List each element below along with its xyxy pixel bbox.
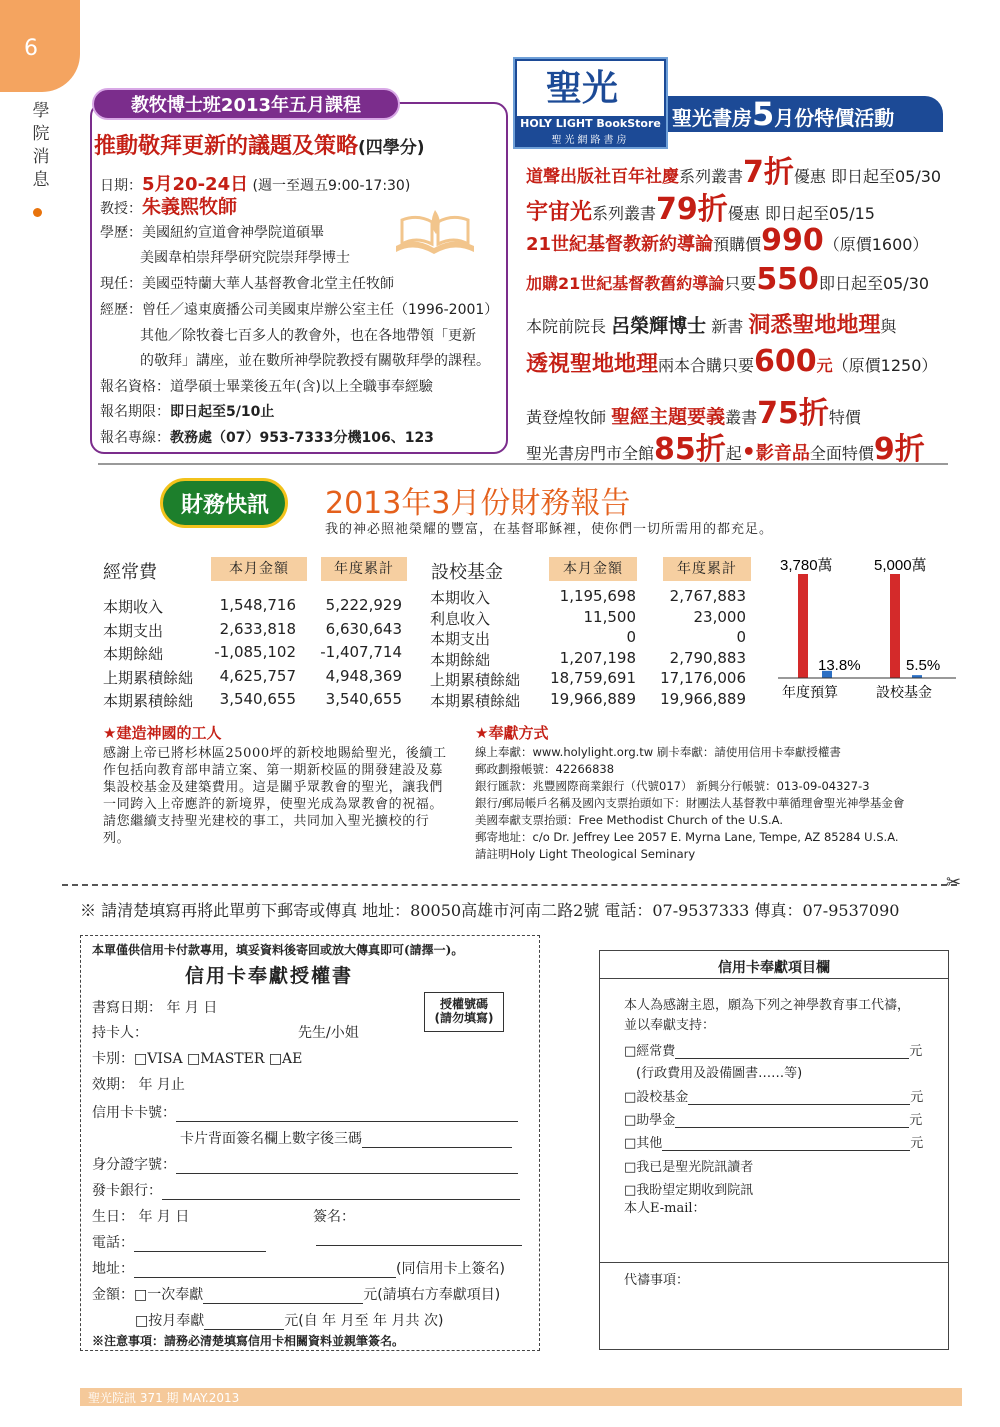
finance-verse: 我的神必照祂榮耀的豐富，在基督耶穌裡，使你們一切所需用的都充足。: [325, 522, 774, 537]
cur-value: 美國亞特蘭大華人基督教會北堂主任牧師: [142, 276, 394, 292]
finance.fund-row-label: 本期收入: [430, 589, 491, 607]
finance.op-row-month: 1,548,716: [219, 596, 296, 614]
op-field[interactable]: [675, 1045, 909, 1059]
promo-line-5: [526, 308, 896, 339]
item-aid[interactable]: [624, 1109, 922, 1128]
prof-label: 教授：: [100, 201, 142, 217]
monthly-label: □按月奉獻: [135, 1313, 205, 1329]
l8b: 85折: [654, 432, 726, 467]
tel-field[interactable]: [134, 1238, 266, 1252]
finance-badge-text: 財務快訊: [180, 493, 269, 518]
aid-field[interactable]: [675, 1114, 909, 1128]
giving-line-3: 銀行匯款：兆豐國際商業銀行（代號017） 新興分行帳號：013-09-04327-3: [475, 779, 870, 793]
amount-label: 金額：□一次奉獻: [92, 1287, 204, 1303]
promo-line-3: [526, 223, 928, 258]
giving-line-5: 美國奉獻支票抬頭：Free Methodist Church of the U.S.A.: [475, 813, 784, 827]
finance.op-row-month: -1,085,102: [214, 643, 296, 661]
l1b: 系列叢書: [679, 167, 744, 186]
l8f: 全面特價: [809, 444, 874, 463]
cut-line: [62, 884, 957, 886]
edu-1: 美國紐約宣道會神學院道碩畢: [142, 225, 324, 241]
achieved-label-1: 5.5%: [906, 657, 941, 674]
cvv-label: 卡片背面簽名欄上數字後三碼: [180, 1131, 362, 1147]
item-operating-note: (行政費用及設備圖書……等): [636, 1066, 803, 1081]
addr-field[interactable]: [134, 1264, 396, 1278]
finance.fund-row-year: 17,176,006: [660, 669, 746, 687]
form-note: 本單僅供信用卡付款專用，填妥資料後寄回或放大傳真即可(請擇一)。: [92, 943, 464, 957]
l2a: 宇宙光: [526, 200, 593, 225]
id-label: 身分證字號：: [92, 1157, 176, 1173]
finance.fund-row-year: 19,966,889: [660, 689, 746, 708]
aid-label: □助學金: [624, 1113, 676, 1128]
course-phone: [100, 427, 434, 447]
card-no-field[interactable]: [176, 1108, 518, 1122]
form-holder-suffix: 先生/小姐: [298, 1025, 359, 1041]
auth-number-box: 授權號碼 (請勿填寫): [424, 992, 504, 1032]
giving-line-6: 郵寄地址：c/o Dr. Jeffrey Lee 2057 E. Myrna Lane, Tempe, AZ 85284 U.S.A.: [475, 830, 899, 844]
l4e: 即日起至05/30: [818, 274, 930, 293]
giving-line-2: 郵政劃撥帳號：42266838: [475, 762, 615, 776]
promo-line-8: [526, 424, 925, 468]
bookstore-logo-word: 聖光: [546, 68, 619, 109]
finance.fund-row-month: 19,966,889: [550, 689, 636, 708]
items-title-divider: [600, 978, 948, 979]
bank-field[interactable]: [162, 1186, 520, 1200]
item-operating[interactable]: [624, 1040, 922, 1059]
target-label-0: 3,780萬: [780, 557, 833, 574]
fund-yuan: 元: [910, 1090, 924, 1105]
form-tel[interactable]: [92, 1232, 266, 1252]
bookstore-logo-cn: 聖光網路書房: [551, 135, 630, 146]
l5b: 呂榮輝博士: [611, 315, 707, 337]
l6a: 透視聖地地理: [526, 352, 659, 377]
course-exp-2: 其他／除牧養七百多人的教會外，也在各地帶領「更新: [140, 328, 476, 344]
l6b: 兩本合購只要: [658, 356, 755, 375]
l8e: 影音品: [755, 443, 810, 464]
other-yuan: 元: [910, 1136, 924, 1151]
mail-note: ※ 請清楚填寫再將此單剪下郵寄或傳真 地址：80050高雄市河南二路2號 電話：07-9537333 傳真：07-9537090: [80, 901, 900, 920]
form-card-no[interactable]: [92, 1102, 518, 1122]
item-reader[interactable]: □我已是聖光院訊讀者: [624, 1160, 754, 1175]
course-title: [94, 129, 425, 160]
fund-col-year: 年度累計: [663, 557, 751, 581]
finance.fund-row-year: 0: [736, 628, 746, 646]
builders-text: 感謝上帝已將杉林區25000坪的新校地賜給聖光，後續工作包括向教育部申請立案、第一期新校區的開發建設及募集設校基金及建築費用。這是關乎眾教會的聖光，讓我們一同跨入上帝應許的新境界，使聖光成為眾教會的祝福。請您繼續支持聖光建校的事工，共同加入聖光擴校的行列。: [103, 746, 447, 846]
target-bar-1: [890, 574, 900, 678]
target-label-1: 5,000萬: [874, 557, 927, 574]
finance.fund-row-label: 本期累積餘絀: [430, 691, 521, 710]
form-sign: 簽名：: [313, 1209, 355, 1225]
addr-label: 地址：: [92, 1261, 134, 1277]
l1c: 7折: [743, 155, 794, 190]
finance.fund-row-label: 利息收入: [430, 609, 491, 628]
l5d: 洞悉聖地地理: [748, 313, 881, 338]
card-no-label: 信用卡卡號：: [92, 1105, 176, 1121]
finance.op-row-year: 6,630,643: [325, 619, 402, 638]
finance.op-row-year: 3,540,655: [325, 690, 402, 708]
bullet-dot: [33, 208, 42, 217]
finance.op-row-label: 本期累積餘絀: [103, 692, 194, 710]
form-birth[interactable]: 生日： 年 月 日: [92, 1209, 190, 1225]
amount-suffix: 元(請填右方奉獻項目): [363, 1287, 501, 1303]
deadline-label: 報名期限：: [100, 404, 170, 420]
phone-value: 教務處（07）953-7333分機106、123: [170, 430, 434, 446]
monthly-field[interactable]: [204, 1316, 284, 1330]
course-exp: [100, 299, 498, 319]
date-note: (週一至週五9:00-17:30): [252, 178, 411, 194]
course-current: [100, 273, 394, 293]
form-card-type[interactable]: 卡別：□VISA □MASTER □AE: [92, 1051, 303, 1067]
items-intro-2: 並以奉獻支持：: [624, 1018, 716, 1033]
category-label-0: 年度預算: [782, 685, 838, 701]
bs-header-a: 聖光書房: [672, 106, 752, 130]
l8d: •: [741, 440, 756, 465]
l2b: 系列叢書: [592, 204, 657, 223]
finance.fund-row-month: 1,195,698: [559, 587, 636, 605]
finance.op-row-label: 上期累積餘絀: [103, 668, 194, 687]
l3c: 990: [761, 223, 824, 258]
footer-text: 聖光院訊 371 期 MAY.2013: [88, 1391, 240, 1405]
l7b: 聖經主題要義: [611, 406, 726, 428]
operating-title: 經常費: [103, 562, 157, 583]
finance.op-row-year: 5,222,929: [325, 596, 402, 614]
finance.op-row-label: 本期餘絀: [103, 645, 164, 663]
qual-label: 報名資格：: [100, 379, 170, 395]
fund-title: 設校基金: [431, 562, 503, 583]
bs-header-b: 5: [752, 95, 775, 133]
item-email[interactable]: 本人E-mail：: [624, 1201, 706, 1216]
fund-label: □設校基金: [624, 1090, 689, 1105]
finance-title: 2013年3月份財務報告: [325, 486, 631, 521]
finance.op-row-label: 本期支出: [103, 621, 164, 640]
qual-value: 道學碩士畢業後五年(含)以上全職事奉經驗: [170, 379, 433, 395]
form-bank[interactable]: [92, 1180, 520, 1200]
op-col-year: 年度累計: [321, 557, 407, 581]
course-qual: [100, 376, 433, 396]
items-title: 信用卡奉獻項目欄: [718, 960, 830, 976]
promo-line-6: [526, 344, 937, 379]
giving-line-7: 請註明Holy Light Theological Seminary: [475, 847, 696, 861]
finance.fund-row-month: 1,207,198: [559, 648, 636, 667]
op-label: □經常費: [624, 1044, 676, 1059]
deadline-value: 即日起至5/10止: [170, 404, 275, 420]
finance.fund-row-label: 上期累積餘絀: [430, 671, 521, 689]
form-id[interactable]: [92, 1154, 518, 1174]
l2c: 79折: [656, 192, 728, 227]
target-bar-0: [798, 574, 808, 678]
finance.fund-row-month: 0: [626, 628, 636, 646]
op-yuan: 元: [909, 1044, 923, 1059]
l3b: 預購價: [713, 235, 762, 254]
book-flame-logo-icon: [392, 206, 478, 258]
bookstore-logo-en: HOLY LIGHT BookStore: [520, 117, 661, 130]
form-expiry[interactable]: 效期： 年 月止: [92, 1077, 185, 1093]
l7e: 特價: [828, 408, 861, 427]
items-prayer-divider: [600, 1262, 948, 1263]
finance.fund-row-month: 11,500: [583, 607, 636, 626]
l5a: 本院前院長: [526, 317, 607, 336]
date-value: 5月20-24日: [142, 174, 249, 195]
other-label: □其他: [624, 1136, 663, 1151]
giving-line-4: 銀行/郵局帳戶名稱及國內支票抬頭如下：財團法人基督教中華循理會聖光神學基金會: [475, 796, 905, 810]
course-header: 教牧博士班2013年五月課程: [92, 88, 400, 120]
l8a: 聖光書房門市全館: [526, 444, 655, 463]
bank-label: 發卡銀行：: [92, 1183, 162, 1199]
finance.op-row-month: 4,625,757: [219, 666, 296, 685]
finance.fund-row-year: 2,790,883: [669, 648, 746, 667]
finance.op-row-month: 2,633,818: [219, 619, 296, 638]
cur-label: 現任：: [100, 276, 142, 292]
finance.fund-row-year: 23,000: [693, 607, 746, 626]
bookstore-header: [668, 96, 943, 132]
l4a: 加購: [526, 274, 559, 293]
l7c: 叢書: [725, 408, 758, 427]
course-exp-3: 的敬拜」講座，並在數所神學院教授有關敬拜學的課程。: [140, 353, 490, 369]
l3a: 21世紀基督教新約導論: [526, 234, 714, 255]
amount-field[interactable]: [203, 1290, 363, 1304]
progress-bar-chart: [778, 556, 956, 706]
section-divider: [98, 463, 948, 465]
finance.fund-row-label: 本期餘絀: [430, 650, 491, 669]
section-label: 學院消息: [32, 101, 50, 190]
l5e: 與: [880, 317, 897, 336]
aid-yuan: 元: [909, 1113, 923, 1128]
l6e: （原價1250）: [832, 356, 938, 375]
l2d: 優惠 即日起至05/15: [727, 204, 875, 223]
form-monthly[interactable]: [135, 1310, 443, 1330]
finance.fund-row-label: 本期支出: [430, 630, 491, 648]
finance.op-row-year: 4,948,369: [325, 666, 402, 685]
l8c: 起: [725, 444, 742, 463]
builders-title: ★建造神國的工人: [103, 724, 222, 742]
category-label-1: 設校基金: [876, 685, 932, 701]
op-col-month: 本月金額: [211, 557, 307, 581]
form-holder[interactable]: 持卡人：: [92, 1025, 148, 1041]
scissors-icon: ✂: [946, 872, 962, 893]
l7d: 75折: [757, 396, 829, 431]
l1d: 優惠 即日起至05/30: [793, 167, 942, 186]
l5c: 新書: [711, 317, 744, 336]
date-label: 日期：: [100, 178, 142, 194]
item-fund[interactable]: [624, 1086, 923, 1105]
l1a: 道聲出版社百年社慶: [526, 167, 679, 187]
phone-label: 報名專線：: [100, 430, 170, 446]
page-number: 6: [24, 36, 38, 61]
l8g: 9折: [873, 432, 925, 467]
finance.op-row-year: -1,407,714: [320, 643, 402, 661]
edu-label: 學歷：: [100, 225, 142, 241]
page-number-tab: [0, 0, 80, 92]
course-credit: (四學分): [358, 138, 425, 158]
item-prayer[interactable]: 代禱事項：: [624, 1273, 690, 1288]
bs-header-c: 月份特價活動: [774, 106, 895, 130]
form-cvv[interactable]: [180, 1128, 512, 1148]
cvv-field[interactable]: [362, 1134, 512, 1148]
achieved-label-0: 13.8%: [818, 657, 861, 674]
sign-field[interactable]: [316, 1232, 522, 1246]
course-professor: [100, 192, 237, 219]
form-addr[interactable]: [92, 1258, 505, 1278]
form-warning: ※注意事項：請務必清楚填寫信用卡相關資料並親筆簽名。: [92, 1334, 405, 1348]
item-other[interactable]: [624, 1132, 923, 1151]
form-title: 信用卡奉獻授權書: [185, 965, 354, 987]
form-amount[interactable]: [92, 1284, 500, 1304]
other-field[interactable]: [662, 1137, 910, 1151]
item-wish[interactable]: □我盼望定期收到院訊: [624, 1183, 754, 1198]
l4d: 550: [756, 262, 819, 297]
promo-line-2: [526, 184, 875, 228]
monthly-suffix: 元(自 年 月至 年 月共 次): [284, 1313, 444, 1329]
course-edu-2: 美國韋柏崇拜學研究院崇拜學博士: [140, 250, 350, 266]
l3d: （原價1600）: [823, 235, 929, 254]
giving-line-1: 線上奉獻：www.holylight.org.tw 刷卡奉獻：請使用信用卡奉獻授權書: [475, 745, 841, 759]
addr-suffix: (同信用卡上簽名): [396, 1261, 505, 1277]
l6c: 600: [754, 344, 817, 379]
prof-value: 朱義熙牧師: [142, 196, 238, 218]
exp-1: 曾任／遠東廣播公司美國東岸辦公室主任（1996-2001）: [142, 302, 499, 318]
l6d: 元: [816, 356, 833, 375]
tel-label: 電話：: [92, 1235, 134, 1251]
course-edu: [100, 222, 324, 242]
form-date[interactable]: 書寫日期： 年 月 日: [92, 1000, 218, 1016]
finance.fund-row-month: 18,759,691: [550, 669, 636, 687]
fund-field[interactable]: [688, 1091, 910, 1105]
finance.op-row-month: 3,540,655: [219, 690, 296, 708]
promo-line-4: [526, 262, 929, 297]
course-title-text: 推動敬拜更新的議題及策略: [94, 134, 359, 159]
items-intro-1: 本人為感謝主恩，願為下列之神學教育事工代禱，: [624, 998, 911, 1013]
l4c: 只要: [724, 274, 757, 293]
l4b: 21世紀基督教舊約導論: [558, 274, 725, 293]
giving-title: ★奉獻方式: [475, 724, 549, 742]
finance.fund-row-year: 2,767,883: [669, 587, 746, 605]
id-field[interactable]: [176, 1160, 518, 1174]
l7a: 黃登煌牧師: [526, 408, 607, 427]
fund-col-month: 本月金額: [549, 557, 637, 581]
exp-label: 經歷：: [100, 302, 142, 318]
finance.op-row-label: 本期收入: [103, 598, 164, 616]
course-deadline: [100, 401, 274, 421]
